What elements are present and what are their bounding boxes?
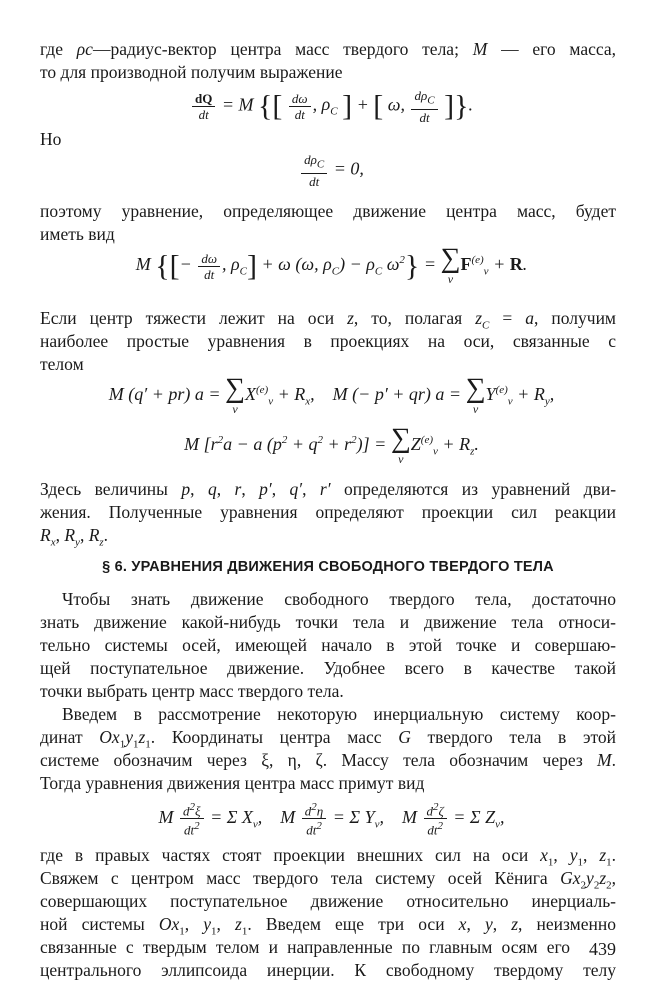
text-line: тельно системы осей, имеющей начало в этой точке и совершаю- bbox=[40, 635, 616, 655]
text-line: Здесь величины p, q, r, p′, q′, r′ определяются из уравнений дви- bbox=[40, 479, 616, 499]
text-line: Если центр тяжести лежит на оси z, то, полагая $z_C = a$, получим bbox=[40, 308, 616, 332]
equation-6: M $\frac{d^2\xi}{dt^2}$ = Σ $X_\nu$, M $\frac{d^2\eta}{dt^2}$ = Σ $Y_\nu$, M $\frac{d^2\zeta}{dt^2}$ = Σ $Z_\nu$, bbox=[158, 801, 505, 838]
text-line: Введем в рассмотрение некоторую инерциальную систему коор- bbox=[62, 704, 616, 724]
text-line: то для производной получим выражение bbox=[40, 62, 343, 82]
text-line: знать движение какой-нибудь точки тела и движение тела относи- bbox=[40, 612, 616, 632]
text-line: поэтому уравнение, определяющее движение центра масс, будет bbox=[40, 201, 616, 221]
text-line: $R_x$, $R_y$, $R_z$. bbox=[40, 525, 109, 549]
text-line: Но bbox=[40, 129, 62, 149]
text-line: центрального эллипсоида инерции. К свободному твердому телу bbox=[40, 960, 616, 980]
text-line: где в правых частях стоят проекции внешних сил на оси $x_1$, $y_1$, $z_1$. bbox=[40, 845, 616, 869]
text-line: наиболее простые уравнения в проекциях на оси, связанные с bbox=[40, 331, 616, 351]
equation-3: M {[− $\frac{d\omega}{dt}$ , $\rho_C] + \omega$ (ω, $\rho_C) - \rho_C$ $\omega^2$} = ∑ ν $F^{(e)}_\nu + R$. bbox=[135, 243, 528, 286]
text-line: динат $Ox_1y_1z_1$. Координаты центра масс G твердого тела в этой bbox=[40, 727, 616, 751]
page-number: 439 bbox=[589, 939, 616, 959]
equation-1: $\frac{dQ}{dt}$ = M {[ $\frac{d\omega}{dt}$ , $\rho_C$ ] + [ ω, $\frac{d\rho_C}{dt}$ ]}. bbox=[0, 88, 663, 125]
text-line: жения. Полученные уравнения определяют проекции сил реакции bbox=[40, 502, 616, 522]
text-line: Свяжем с центром масс твердого тела систему осей Кёнига $Gx_2y_2z_2$, bbox=[40, 868, 616, 892]
section-heading: § 6. УРАВНЕНИЯ ДВИЖЕНИЯ СВОБОДНОГО ТВЕРДОГО ТЕЛА bbox=[102, 559, 554, 575]
text-line: Чтобы знать движение свободного твердого тела, достаточно bbox=[62, 589, 616, 609]
equation-5: M [$r^2a - a$ $(p^2 + q^2 + r^2)$] = ∑ ν $Z^{(e)}_\nu + R_z$. bbox=[184, 423, 479, 466]
text-line: щей поступательное движение. Удобнее всего в качестве такой bbox=[40, 658, 616, 678]
text-line: связанные с твердым телом и направленные по главным осям его bbox=[40, 937, 570, 957]
equation-4: M (q′ + pr) a = ∑ ν $X^{(e)}_\nu + R_x$, M (− p′ + qr) a = ∑ ν $Y^{(e)}_\nu + R_y$, bbox=[108, 373, 555, 416]
text-line: где ρc—радиус-вектор центра масс твердого тела; M — его масса, bbox=[40, 39, 616, 59]
text-line: Тогда уравнения движения центра масс примут вид bbox=[40, 773, 425, 793]
text-line: телом bbox=[40, 354, 84, 374]
text-line: совершающих поступательное движение относительно инерциаль- bbox=[40, 891, 616, 911]
text-line: иметь вид bbox=[40, 224, 115, 244]
equation-2: $\frac{d\rho_C}{dt}$ = 0, bbox=[0, 152, 663, 189]
text-line: ной системы $Ox_1$, $y_1$, $z_1$. Введем еще три оси x, y, z, неизменно bbox=[40, 914, 616, 938]
text-line: системе обозначим через ξ, η, ζ. Массу тела обозначим через M. bbox=[40, 750, 616, 770]
text-line: точки выбрать центр масс твердого тела. bbox=[40, 681, 344, 701]
